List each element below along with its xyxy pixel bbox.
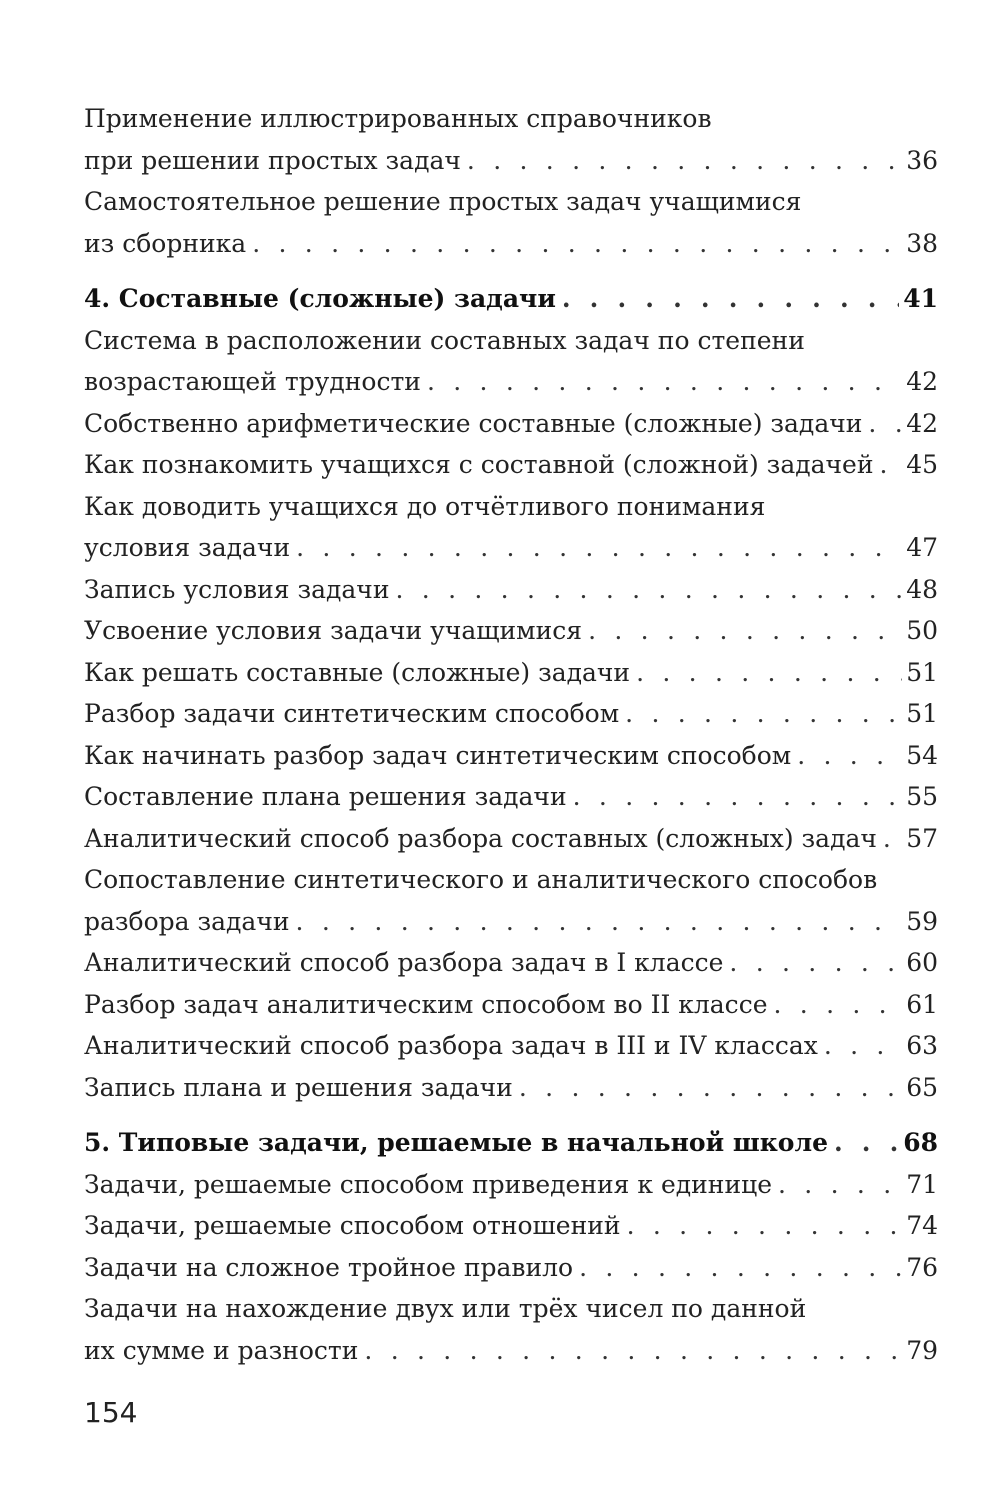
toc-line — [84, 1067, 938, 1109]
toc-line — [84, 320, 938, 362]
toc-entry-title: Разбор задач аналитическим способом во II классе — [84, 989, 768, 1019]
dot-leader — [252, 223, 902, 265]
toc-line — [84, 1025, 938, 1067]
toc-page-number: 45 — [906, 450, 938, 479]
toc-page-number: 42 — [906, 367, 938, 396]
toc-entry-title: Составление плана решения задачи — [84, 782, 567, 811]
toc-entry — [84, 610, 938, 652]
toc-entry-title: 4. Составные (сложные) задачи — [84, 284, 556, 313]
toc-line — [84, 818, 938, 860]
toc-page-number: 48 — [906, 574, 938, 604]
toc-line — [84, 1330, 938, 1372]
toc-line — [84, 984, 938, 1026]
dot-leader — [729, 942, 902, 984]
toc-line — [84, 1164, 938, 1206]
toc-entry-title: Самостоятельное решение простых задач учащимися — [84, 187, 802, 216]
table-of-contents — [84, 98, 938, 1371]
toc-entry-title: Как начинать разбор задач синтетическим способом — [84, 740, 792, 770]
toc-entry — [84, 776, 938, 818]
dot-leader — [627, 1205, 903, 1247]
toc-line — [84, 1247, 938, 1289]
toc-line — [84, 444, 938, 486]
toc-page-number: 38 — [906, 228, 938, 258]
toc-entry — [84, 403, 938, 445]
toc-line — [84, 181, 938, 223]
dot-leader — [296, 527, 902, 569]
toc-page-number: 51 — [906, 699, 938, 728]
page-number: 154 — [84, 1396, 138, 1429]
toc-entry-title: Усвоение условия задачи учащимися — [84, 616, 583, 645]
toc-entry-title: Применение иллюстрированных справочников — [84, 104, 712, 133]
dot-leader — [396, 569, 903, 611]
toc-entry-title: Запись плана и решения задачи — [84, 1072, 513, 1102]
toc-entry — [84, 98, 938, 181]
toc-page-number: 71 — [906, 1169, 938, 1199]
toc-page-number: 59 — [906, 906, 938, 936]
toc-entry — [84, 1067, 938, 1109]
dot-leader — [636, 652, 902, 694]
toc-entry — [84, 859, 938, 942]
toc-page-number: 57 — [906, 823, 938, 853]
dot-leader — [519, 1067, 902, 1109]
dot-leader — [880, 444, 903, 486]
dot-leader — [868, 403, 902, 445]
toc-entry-title: Аналитический способ разбора составных (сложных) задач — [84, 823, 877, 853]
dot-leader — [773, 984, 902, 1026]
toc-entry — [84, 569, 938, 611]
toc-entry — [84, 1247, 938, 1289]
toc-section-heading — [84, 278, 938, 320]
toc-entry-title: Запись условия задачи — [84, 574, 390, 604]
toc-page-number: 65 — [906, 1072, 938, 1102]
toc-line — [84, 610, 938, 652]
toc-entry — [84, 1164, 938, 1206]
toc-entry-title: Сопоставление синтетического и аналитического способов — [84, 865, 878, 894]
toc-entry-title: Аналитический способ разбора задач в I классе — [84, 948, 724, 977]
toc-entry — [84, 652, 938, 694]
toc-entry — [84, 181, 938, 264]
toc-entry-title: 5. Типовые задачи, решаемые в начальной школе — [84, 1128, 828, 1157]
dot-leader — [797, 735, 902, 777]
toc-page-number: 60 — [906, 948, 938, 977]
toc-entry-title: Собственно арифметические составные (сложные) задачи — [84, 408, 863, 438]
toc-line — [84, 527, 938, 569]
toc-entry — [84, 1025, 938, 1067]
toc-entry-title: Задачи на сложное тройное правило — [84, 1252, 574, 1282]
toc-line — [84, 98, 938, 140]
toc-entry — [84, 693, 938, 735]
toc-entry-title: при решении простых задач — [84, 145, 461, 175]
toc-page-number: 76 — [906, 1252, 938, 1282]
toc-entry — [84, 942, 938, 984]
toc-entry — [84, 320, 938, 403]
toc-line — [84, 361, 938, 403]
toc-entry-title: разбора задачи — [84, 906, 290, 936]
toc-entry-title: Задачи, решаемые способом приведения к единице — [84, 1169, 773, 1199]
toc-line — [84, 693, 938, 735]
dot-leader — [364, 1330, 902, 1372]
toc-page-number: 47 — [906, 533, 938, 562]
toc-page-number: 74 — [906, 1211, 938, 1240]
dot-leader — [834, 1122, 899, 1164]
toc-line — [84, 776, 938, 818]
toc-page-number: 36 — [906, 145, 938, 175]
toc-entry-title: возрастающей трудности — [84, 367, 421, 396]
dot-leader — [625, 693, 902, 735]
toc-entry — [84, 818, 938, 860]
toc-page-number: 63 — [906, 1031, 938, 1060]
dot-leader — [573, 776, 903, 818]
dot-leader — [427, 361, 902, 403]
toc-entry-title: Задачи на нахождение двух или трёх чисел по данной — [84, 1294, 807, 1323]
dot-leader — [778, 1164, 902, 1206]
toc-page-number: 68 — [903, 1128, 938, 1157]
toc-line — [84, 652, 938, 694]
toc-entry — [84, 444, 938, 486]
toc-entry-title: Разбор задачи синтетическим способом — [84, 699, 620, 728]
dot-leader — [588, 610, 902, 652]
toc-entry-title: Как доводить учащихся до отчётливого понимания — [84, 491, 766, 521]
toc-line — [84, 223, 938, 265]
toc-entry — [84, 984, 938, 1026]
toc-entry-title: Аналитический способ разбора задач в III и IV классах — [84, 1031, 818, 1060]
toc-line — [84, 278, 938, 320]
toc-line — [84, 735, 938, 777]
toc-line — [84, 859, 938, 901]
dot-leader — [296, 901, 903, 943]
toc-page-number: 51 — [906, 657, 938, 687]
toc-entry — [84, 486, 938, 569]
toc-line — [84, 942, 938, 984]
toc-entry-title: их сумме и разности — [84, 1335, 359, 1365]
toc-entry-title: Задачи, решаемые способом отношений — [84, 1211, 621, 1240]
dot-leader — [562, 278, 899, 320]
toc-page-number: 41 — [903, 284, 938, 313]
toc-page-number: 55 — [906, 782, 938, 811]
dot-leader — [883, 818, 902, 860]
toc-page-number: 79 — [906, 1335, 938, 1365]
toc-page-number: 54 — [906, 740, 938, 770]
toc-entry-title: Как решать составные (сложные) задачи — [84, 657, 631, 687]
dot-leader — [824, 1025, 902, 1067]
toc-line — [84, 140, 938, 182]
toc-entry-title: Система в расположении составных задач по степени — [84, 325, 805, 355]
toc-entry — [84, 735, 938, 777]
toc-line — [84, 901, 938, 943]
toc-entry — [84, 1288, 938, 1371]
toc-line — [84, 403, 938, 445]
toc-line — [84, 1288, 938, 1330]
toc-entry-title: Как познакомить учащихся с составной (сложной) задачей — [84, 450, 874, 479]
dot-leader — [467, 140, 902, 182]
toc-line — [84, 569, 938, 611]
toc-section-heading — [84, 1122, 938, 1164]
toc-page-number: 42 — [906, 408, 938, 438]
toc-entry — [84, 1205, 938, 1247]
toc-page-number: 61 — [906, 989, 938, 1019]
dot-leader — [579, 1247, 902, 1289]
toc-line — [84, 1205, 938, 1247]
toc-entry-title: условия задачи — [84, 533, 291, 562]
toc-line — [84, 1122, 938, 1164]
toc-line — [84, 486, 938, 528]
toc-entry-title: из сборника — [84, 228, 247, 258]
toc-page-number: 50 — [906, 616, 938, 645]
